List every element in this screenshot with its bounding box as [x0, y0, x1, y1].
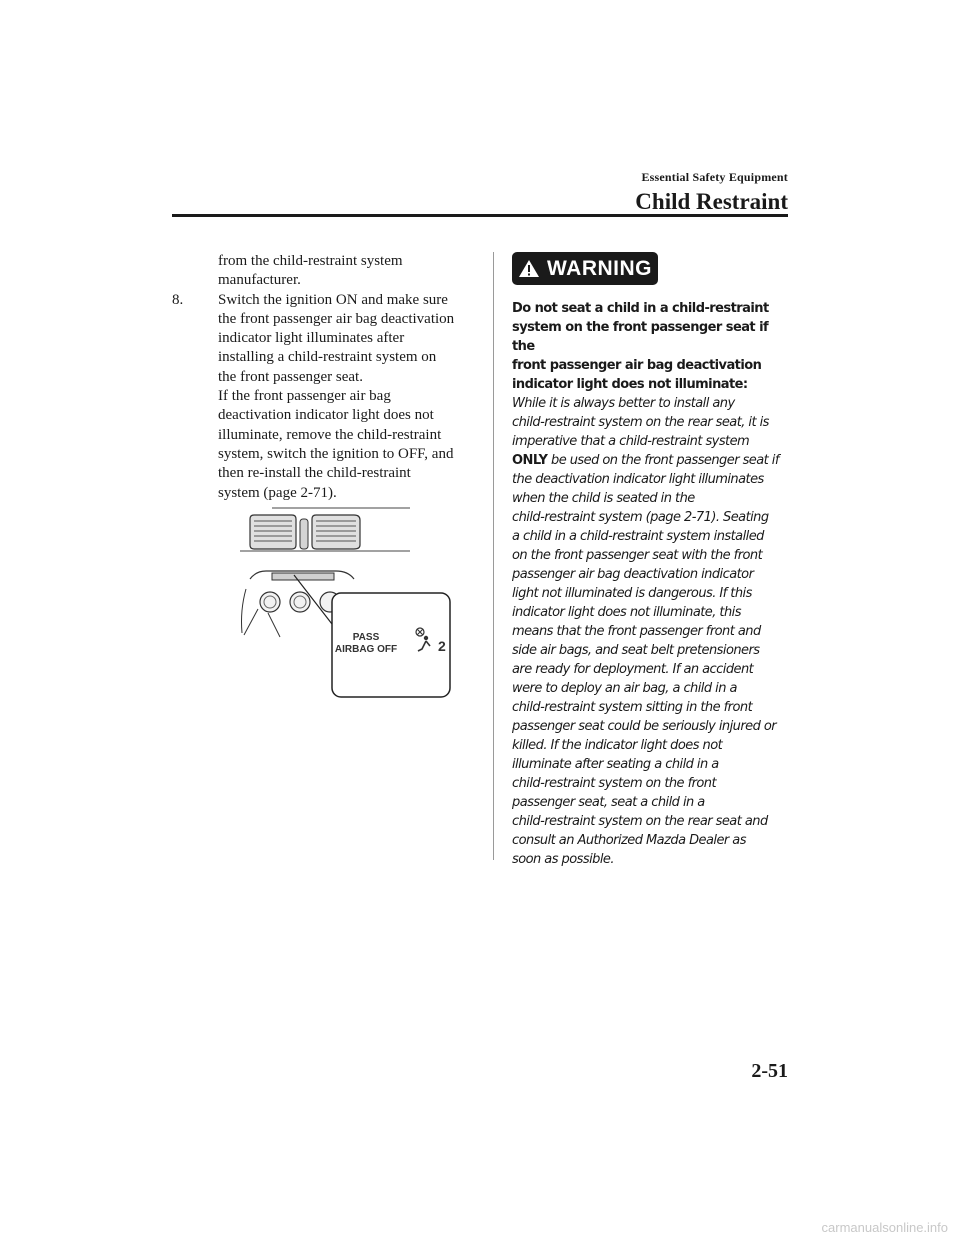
warning-body-line: child-restraint system sitting in the front [512, 700, 753, 715]
indicator-airbag-off-label: AIRBAG OFF [334, 644, 398, 655]
page-header [635, 170, 788, 215]
warning-body-line: child-restraint system on the rear seat and [512, 814, 768, 829]
warning-heading-line: indicator light does not illuminate: [512, 377, 748, 392]
warning-heading-line: system on the front passenger seat if the [512, 320, 769, 354]
step-line: indicator light illuminates after [218, 330, 405, 347]
indicator-pass-label: PASS [352, 632, 380, 643]
footer-watermark: carmanualsonline.info [821, 1220, 948, 1235]
warning-body-line: child-restraint system on the rear seat, it is [512, 415, 769, 430]
header-rule [172, 214, 788, 217]
warning-body-line: side air bags, and seat belt pretensioners [512, 643, 760, 658]
warning-body-line: when the child is seated in the [512, 491, 695, 506]
step-line: If the front passenger air bag [218, 388, 391, 405]
warning-body-line [512, 451, 792, 470]
warning-body-line: a child in a child-restraint system installed [512, 529, 764, 544]
warning-body-line: child-restraint system on the front [512, 776, 717, 791]
step-number: 8. [172, 291, 184, 308]
warning-body-line: passenger seat, seat a child in a [512, 795, 705, 810]
warning-label: WARNING [547, 256, 652, 280]
warning-icon [518, 259, 540, 278]
warning-heading-line: front passenger air bag deactivation [512, 358, 762, 373]
warning-body-line: While it is always better to install any [512, 396, 735, 411]
page-title: Child Restraint [635, 189, 788, 214]
warning-body-line: imperative that a child-restraint system [512, 434, 750, 449]
air-vent-right [312, 515, 360, 549]
warning-body-line: consult an Authorized Mazda Dealer as [512, 833, 746, 848]
warning-body-line: means that the front passenger front and [512, 624, 761, 639]
indicator-digit: 2 [438, 638, 446, 654]
warning-badge [512, 252, 658, 285]
warning-body-line: indicator light does not illuminate, this [512, 605, 741, 620]
warning-body-line: were to deploy an air bag, a child in a [512, 681, 737, 696]
warning-body-line: illuminate after seating a child in a [512, 757, 719, 772]
warning-body-line: passenger air bag deactivation indicator [512, 567, 754, 582]
warning-body-line: light not illuminated is dangerous. If this [512, 586, 752, 601]
step-line: illuminate, remove the child-restraint [218, 426, 442, 443]
step-line: installing a child-restraint system on [218, 349, 437, 366]
step-line: system (page 2-71). [218, 484, 337, 501]
warning-body-line: killed. If the indicator light does not [512, 738, 723, 753]
step-line: Switch the ignition ON and make sure [218, 291, 448, 308]
warning-box [512, 252, 792, 869]
air-vent-left [250, 515, 296, 549]
warning-text [512, 299, 792, 869]
column-divider [493, 252, 494, 860]
warning-heading-line: Do not seat a child in a child-restraint [512, 301, 769, 316]
step-line: system, switch the ignition to OFF, and [218, 445, 454, 462]
step-text [218, 291, 472, 503]
warning-body-line: the deactivation indicator light illuminates [512, 472, 764, 487]
instructions-column [172, 252, 472, 503]
warning-body-line: child-restraint system (page 2-71). Seating [512, 510, 769, 525]
warning-body-line: are ready for deployment. If an accident [512, 662, 754, 677]
step-line: deactivation indicator light does not [218, 407, 434, 424]
continued-line: manufacturer. [218, 272, 301, 289]
only-rest: be used on the front passenger seat if [547, 453, 779, 468]
warning-body-line: on the front passenger seat with the front [512, 548, 763, 563]
only-emphasis: ONLY [512, 453, 548, 468]
warning-body-line: soon as possible. [512, 852, 614, 867]
step-line: the front passenger air bag deactivation [218, 310, 455, 327]
step-line: then re-install the child-restraint [218, 465, 411, 482]
dashboard-illustration [238, 505, 460, 703]
continued-line: from the child-restraint system [218, 253, 403, 269]
step-8 [172, 291, 472, 503]
step-line: the front passenger seat. [218, 368, 363, 385]
section-name: Essential Safety Equipment [641, 170, 788, 184]
warning-body-line: passenger seat could be seriously injured or [512, 719, 777, 734]
page-number: 2-51 [751, 1060, 788, 1082]
